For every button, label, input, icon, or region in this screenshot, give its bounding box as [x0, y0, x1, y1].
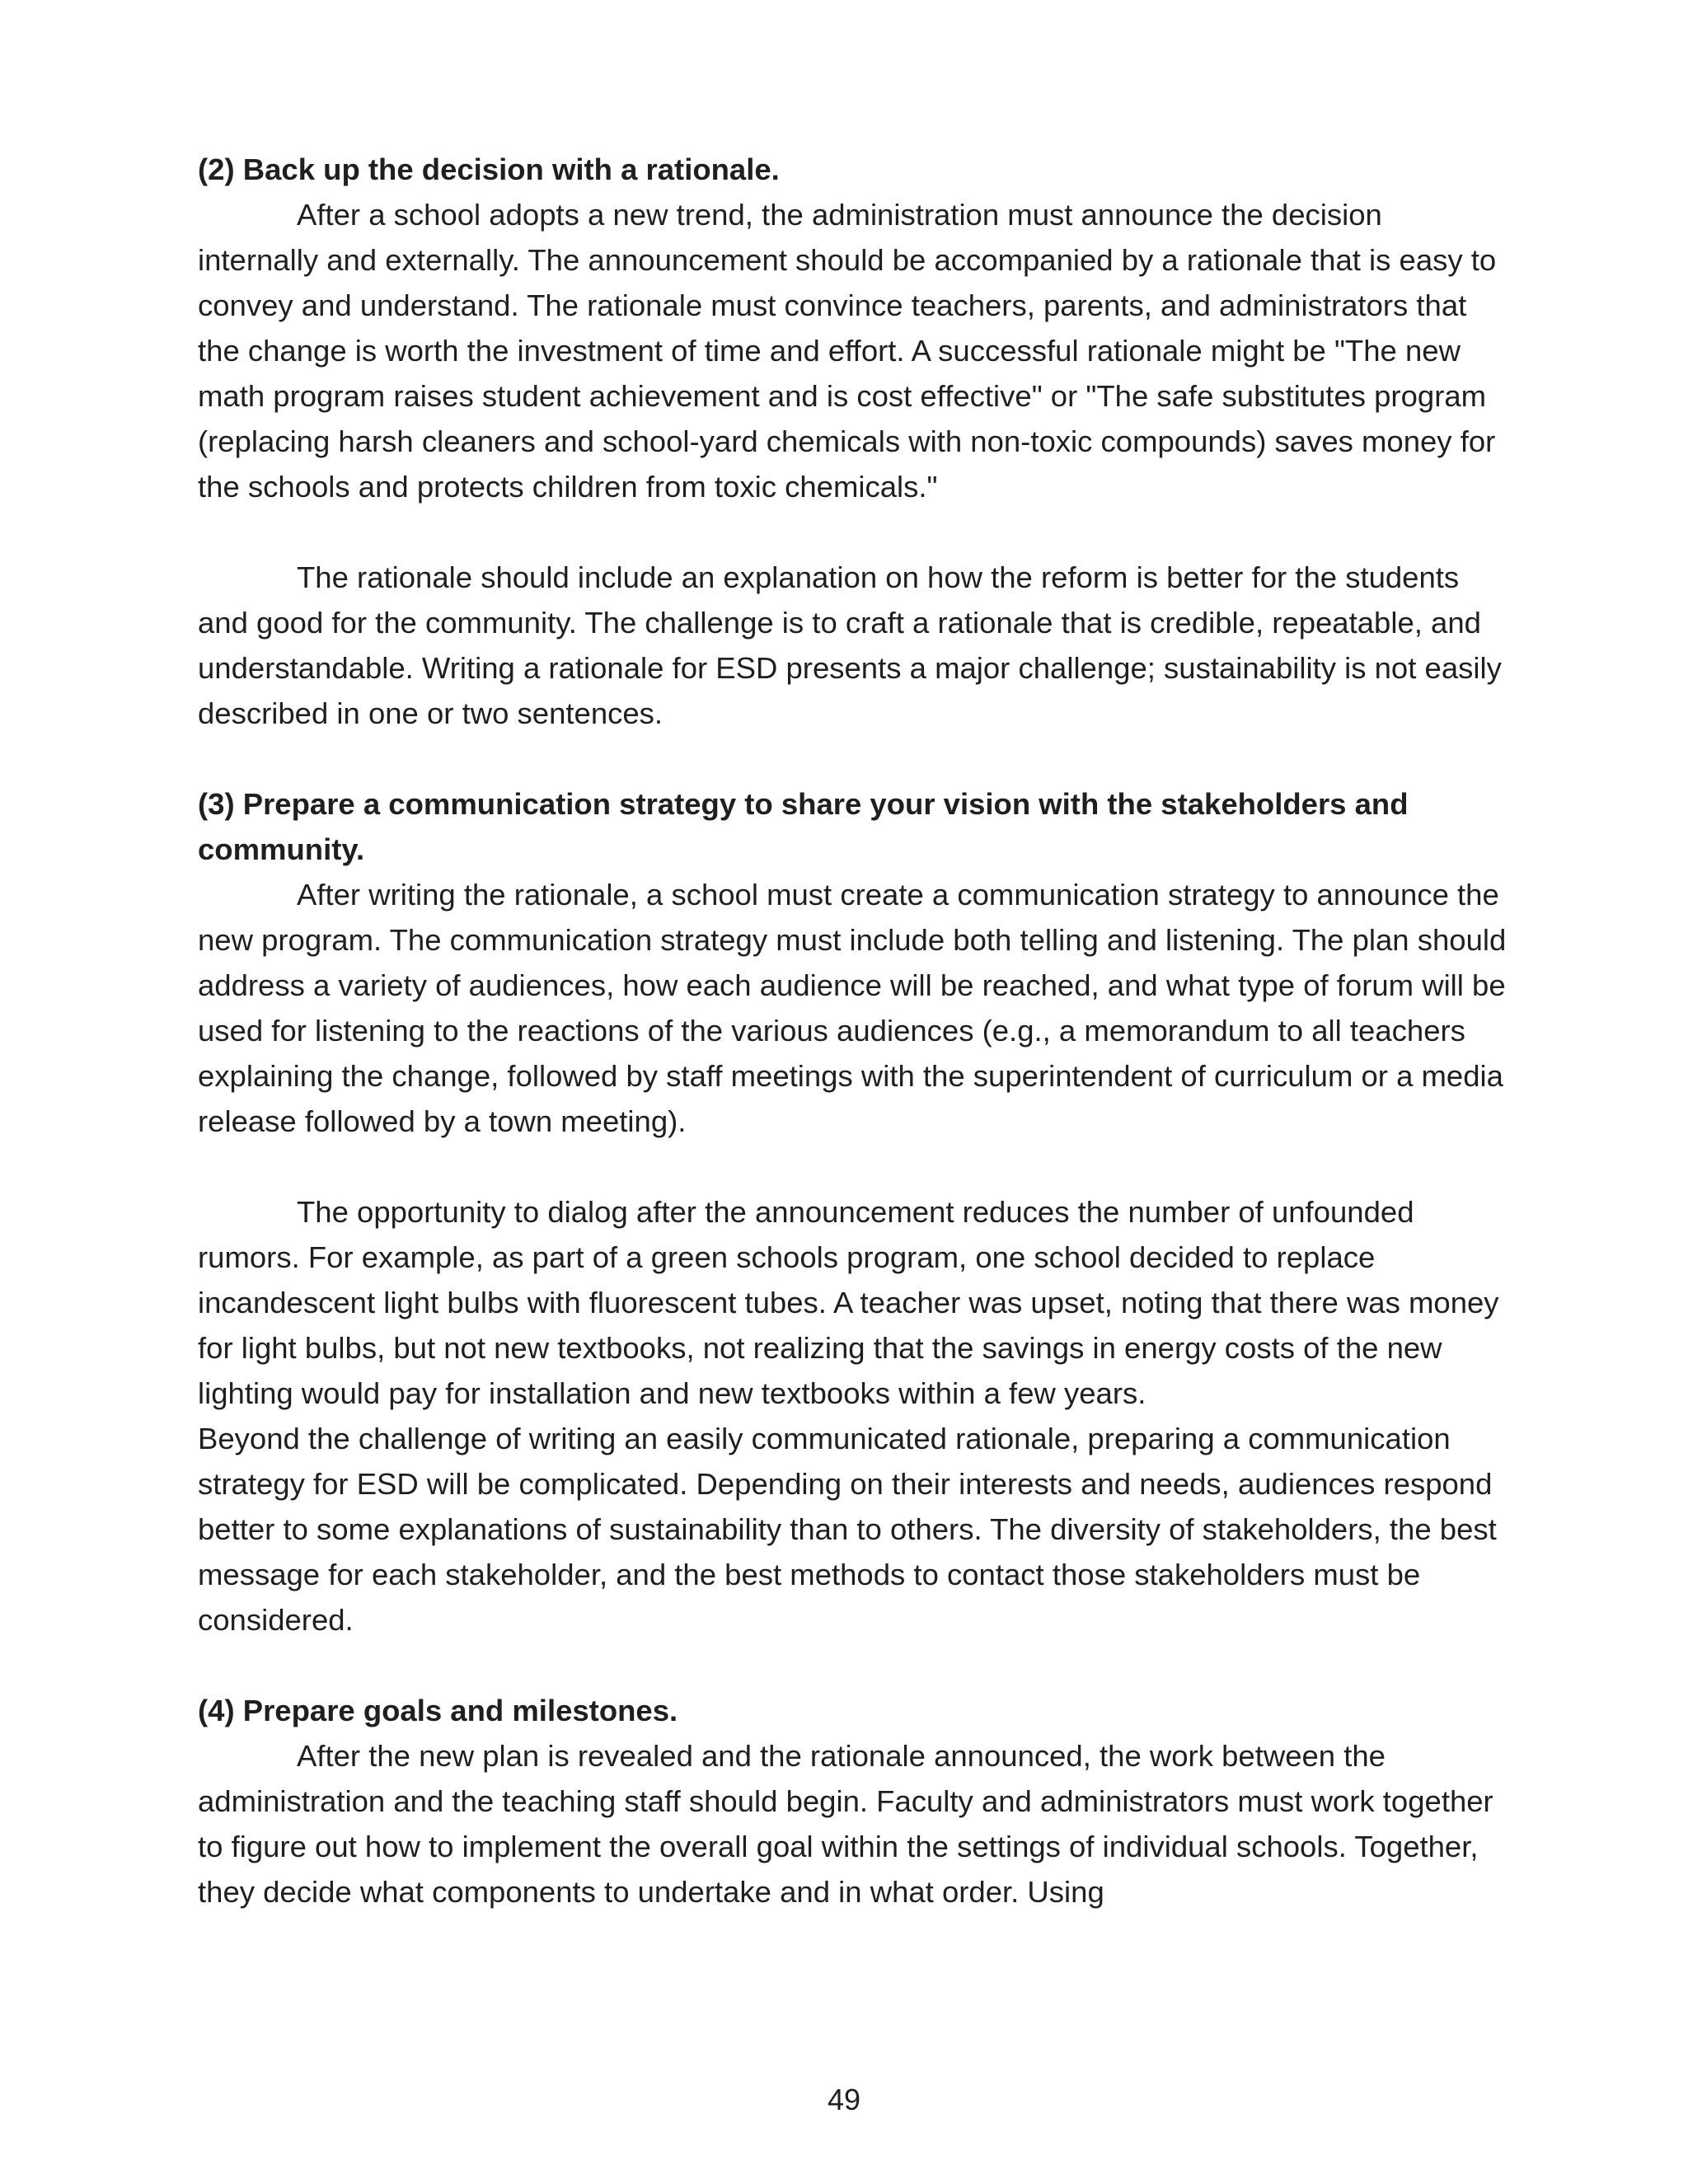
section-4-paragraph-1: After the new plan is revealed and the rationale announced, the work between the administration and the teaching staff should begin. Faculty and administrators must work together to figure out how to implement the overall goal within the settings of individual schools. Together, they decide what components to undertake and in what order. Using	[198, 1739, 1493, 1909]
section-4-heading: (4) Prepare goals and milestones.	[198, 1694, 678, 1727]
section-2-heading: (2) Back up the decision with a rationale.	[198, 152, 780, 186]
section-3-paragraph-3: Beyond the challenge of writing an easily communicated rationale, preparing a communication strategy for ESD will be complicated. Depending on their interests and needs, audiences respond better to some explanations of sustainability than to others. The diversity of stakeholders, the best message for each stakeholder, and the best methods to contact those stakeholders must be considered.	[198, 1422, 1497, 1637]
paragraph-gap	[198, 509, 1508, 555]
paragraph-gap	[198, 1144, 1508, 1189]
section-3-paragraph-1: After writing the rationale, a school must create a communication strategy to announce the new program. The communication strategy must include both telling and listening. The plan should address a variety of audiences, how each audience will be reached, and what type of forum will be used for listening to the reactions of the various audiences (e.g., a memorandum to all teachers explaining the change, followed by staff meetings with the superintendent of curriculum or a media release followed by a town meeting).	[198, 878, 1507, 1138]
section-2-paragraph-2: The rationale should include an explanation on how the reform is better for the students and good for the community. The challenge is to craft a rationale that is credible, repeatable, and understandable. Writing a rationale for ESD presents a major challenge; sustainability is not easily described in one or two sentences.	[198, 560, 1502, 730]
section-gap	[198, 1643, 1508, 1688]
section-3-heading: (3) Prepare a communication strategy to share your vision with the stakeholders and community.	[198, 787, 1409, 866]
document-page	[198, 147, 1508, 1915]
section-gap	[198, 736, 1508, 781]
section-3-paragraph-2: The opportunity to dialog after the announcement reduces the number of unfounded rumors. For example, as part of a green schools program, one school decided to replace incandescent light bulbs with fluorescent tubes. A teacher was upset, noting that there was money for light bulbs, but not new textbooks, not realizing that the savings in energy costs of the new lighting would pay for installation and new textbooks within a few years.	[198, 1195, 1499, 1410]
page-number: 49	[827, 2083, 861, 2116]
section-2-paragraph-1: After a school adopts a new trend, the administration must announce the decision internally and externally. The announcement should be accompanied by a rationale that is easy to convey and understand. The rationale must convince teachers, parents, and administrators that the change is worth the investment of time and effort. A successful rationale might be "The new math program raises student achievement and is cost effective" or "The safe substitutes program (replacing harsh cleaners and school-yard chemicals with non-toxic compounds) saves money for the schools and protects children from toxic chemicals."	[198, 198, 1497, 504]
